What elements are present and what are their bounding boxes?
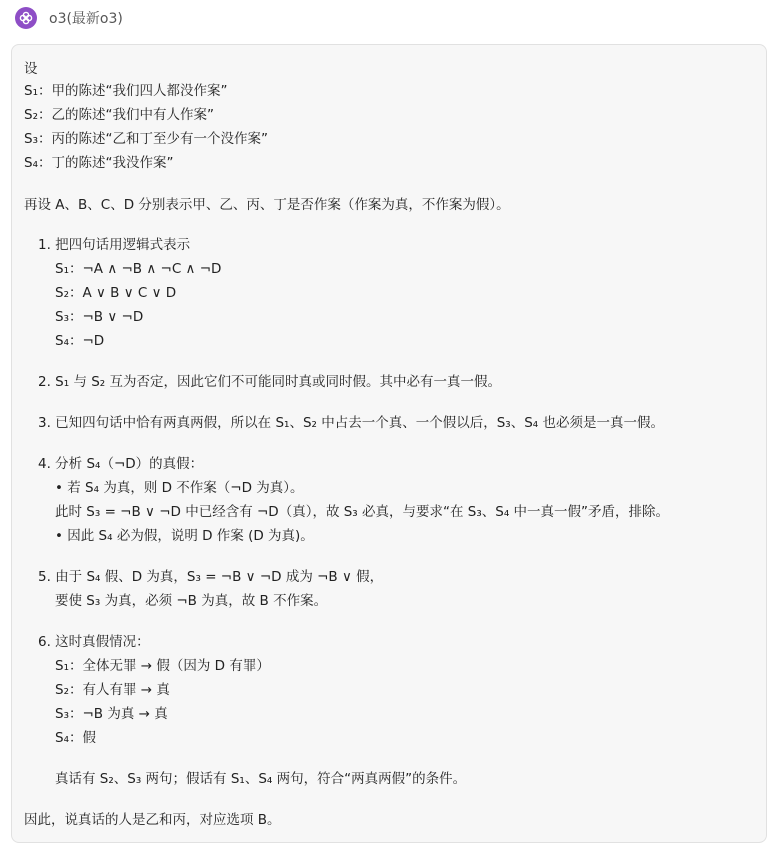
conclusion-text: 因此，说真话的人是乙和丙，对应选项 B。: [24, 812, 281, 828]
model-name: o3(最新o3): [49, 11, 123, 27]
step1-title: 1. 把四句话用逻辑式表示: [38, 237, 191, 253]
step1-formula-s3: S₃：¬B ∨ ¬D: [55, 309, 144, 325]
step1-formula-s1: S₁：¬A ∧ ¬B ∧ ¬C ∧ ¬D: [55, 261, 222, 277]
assumption-text: 再设 A、B、C、D 分别表示甲、乙、丙、丁是否作案（作案为真，不作案为假）。: [24, 197, 510, 213]
step6-title: 6. 这时真假情况：: [38, 634, 150, 650]
statement-s3: S₃：丙的陈述“乙和丁至少有一个没作案”: [24, 131, 268, 147]
step1-formula-s4: S₄：¬D: [55, 333, 105, 349]
statement-s1: S₁：甲的陈述“我们四人都没作案”: [24, 83, 228, 99]
step4-line-2: 此时 S₃ = ¬B ∨ ¬D 中已经含有 ¬D（真），故 S₃ 必真，与要求“在 S₃、S₄ 中一真一假”矛盾，排除。: [55, 504, 670, 520]
response-card: [11, 44, 767, 843]
message-header: [15, 6, 123, 30]
step6-line-s4: S₄：假: [55, 730, 96, 746]
step6-line-s1: S₁：全体无罪 → 假（因为 D 有罪）: [55, 658, 270, 674]
model-avatar: [15, 7, 37, 29]
intro-text: 设: [24, 61, 38, 77]
step6-line-s3: S₃：¬B 为真 → 真: [55, 706, 168, 722]
step2-text: 2. S₁ 与 S₂ 互为否定，因此它们不可能同时真或同时假。其中必有一真一假。: [38, 374, 502, 390]
step4-line-1: • 若 S₄ 为真，则 D 不作案（¬D 为真）。: [55, 480, 304, 496]
step5-line-1: 要使 S₃ 为真，必须 ¬B 为真，故 B 不作案。: [55, 593, 328, 609]
step5-title: 5. 由于 S₄ 假、D 为真，S₃ = ¬B ∨ ¬D 成为 ¬B ∨ 假，: [38, 569, 384, 585]
step4-line-3: • 因此 S₄ 必为假，说明 D 作案 (D 为真)。: [55, 528, 314, 544]
step4-title: 4. 分析 S₄（¬D）的真假：: [38, 456, 204, 472]
step6-summary: 真话有 S₂、S₃ 两句；假话有 S₁、S₄ 两句，符合“两真两假”的条件。: [55, 771, 467, 787]
flower-logo-icon: [19, 11, 33, 25]
statement-s4: S₄：丁的陈述“我没作案”: [24, 155, 174, 171]
step3-text: 3. 已知四句话中恰有两真两假，所以在 S₁、S₂ 中占去一个真、一个假以后，S₃、S₄ 也必须是一真一假。: [38, 415, 664, 431]
statement-s2: S₂：乙的陈述“我们中有人作案”: [24, 107, 214, 123]
step1-formula-s2: S₂：A ∨ B ∨ C ∨ D: [55, 285, 177, 301]
step6-line-s2: S₂：有人有罪 → 真: [55, 682, 170, 698]
